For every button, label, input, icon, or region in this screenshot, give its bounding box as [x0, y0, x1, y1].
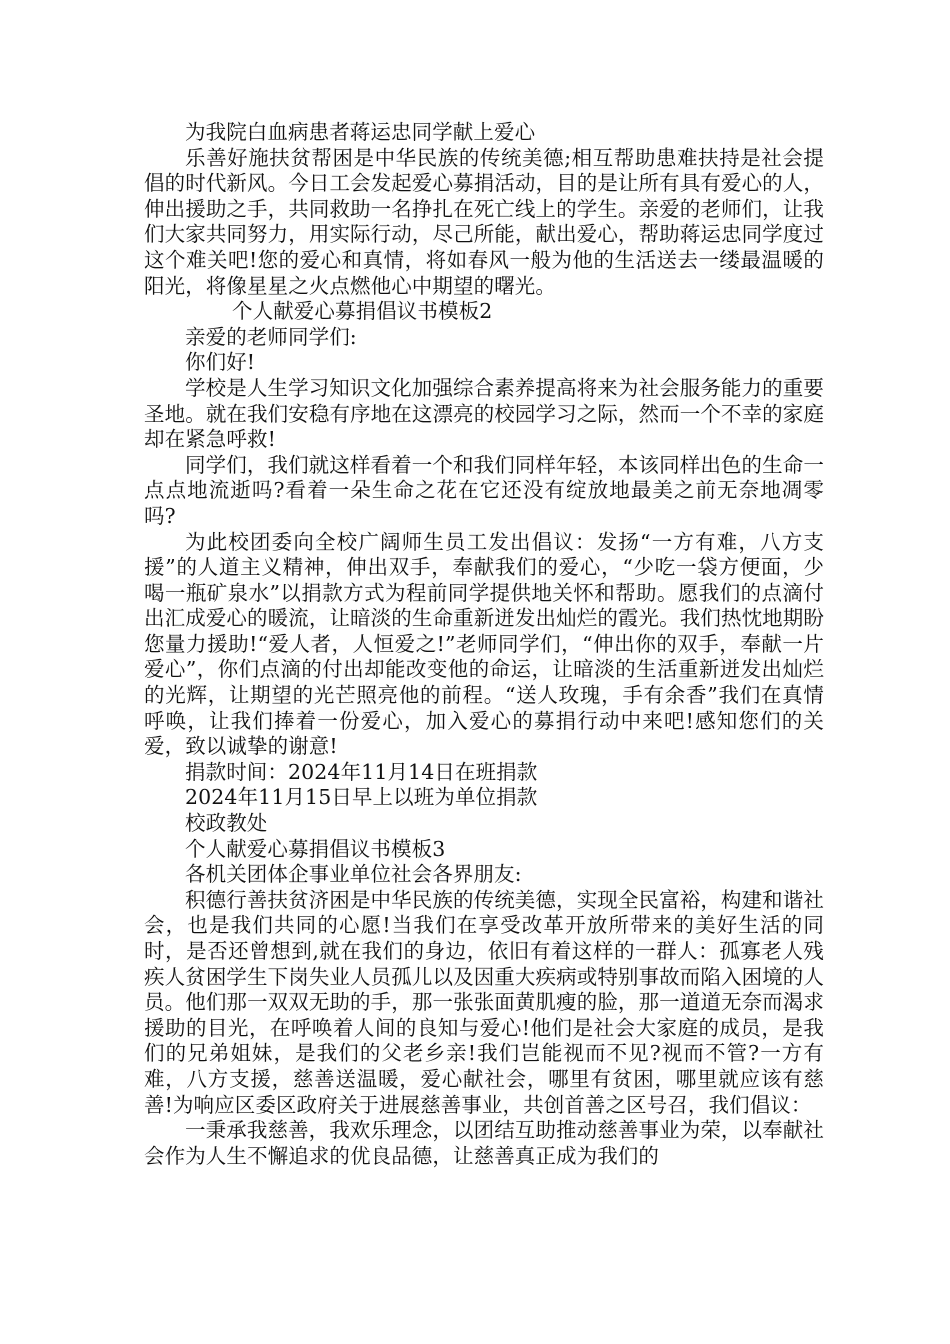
- salutation: 各机关团体企事业单位社会各界朋友:: [185, 862, 522, 887]
- paragraph: 一秉承我慈善，我欢乐理念，以团结互助推动慈善事业为荣，以奉献社会作为人生不懈追求的优良品德，让慈善真正成为我们的: [144, 1118, 824, 1168]
- section-heading-template-2: 个人献爱心募捐倡议书模板2: [232, 299, 493, 324]
- salutation: 亲爱的老师同学们:: [185, 324, 357, 349]
- paragraph: 乐善好施扶贫帮困是中华民族的传统美德;相互帮助患难扶持是社会提倡的时代新风。今日工会发起爱心募捐活动，目的是让所有具有爱心的人，伸出援助之手，共同救助一名挣扎在死亡线上的学生。亲爱的老师们，让我们大家共同努力，用实际行动，尽己所能，献出爱心，帮助蒋运忠同学度过这个难关吧!您的爱心和真情，将如春风一般为他的生活送去一缕最温暖的阳光，将像星星之火点燃他心中期望的曙光。: [144, 145, 824, 298]
- paragraph: 同学们，我们就这样看着一个和我们同样年轻，本该同样出色的生命一点点地流逝吗?看着一朵生命之花在它还没有绽放地最美之前无奈地凋零吗?: [144, 452, 824, 528]
- donation-time-line: 2024年11月15日早上以班为单位捐款: [185, 785, 538, 810]
- paragraph: 为此校团委向全校广阔师生员工发出倡议：发扬“一方有难，八方支援”的人道主义精神，伸出双手，奉献我们的爱心，“少吃一袋方便面，少喝一瓶矿泉水”以捐款方式为程前同学提供地关怀和帮助。愿我们的点滴付出汇成爱心的暖流，让暗淡的生命重新迸发出灿烂的霞光。我们热忱地期盼您量力援助!“爱人者，人恒爱之!”老师同学们，“伸出你的双手，奉献一片爱心”，你们点滴的付出却能改变他的命运，让暗淡的生活重新迸发出灿烂的光辉，让期望的光芒照亮他的前程。“送人玫瑰，手有余香”我们在真情呼唤，让我们捧着一份爱心，加入爱心的募捐行动中来吧!感知您们的关爱，致以诚挚的谢意!: [144, 529, 824, 759]
- section-heading-template-3: 个人献爱心募捐倡议书模板3: [185, 836, 446, 861]
- signature-department: 校政教处: [185, 811, 268, 836]
- paragraph: 积德行善扶贫济困是中华民族的传统美德，实现全民富裕，构建和谐社会，也是我们共同的心愿!当我们在享受改革开放所带来的美好生活的同时，是否还曾想到,就在我们的身边，依旧有着这样的一群人：孤寡老人残疾人贫困学生下岗失业人员孤儿以及因重大疾病或特别事故而陷入困境的人员。他们那一双双无助的手，那一张张面黄肌瘦的脸，那一道道无奈而渴求援助的目光，在呼唤着人间的良知与爱心!他们是社会大家庭的成员，是我们的兄弟姐妹，是我们的父老乡亲!我们岂能视而不见?视而不管?一方有难，八方支援，慈善送温暖，爱心献社会，哪里有贫困，哪里就应该有慈善!为响应区委区政府关于进展慈善事业，共创首善之区号召，我们倡议：: [144, 887, 824, 1117]
- paragraph-title-line: 为我院白血病患者蒋运忠同学献上爱心: [185, 120, 536, 144]
- donation-time-line: 捐款时间：2024年11月14日在班捐款: [185, 759, 538, 784]
- document-body: [144, 120, 824, 1169]
- greeting: 你们好!: [185, 350, 256, 375]
- paragraph: 学校是人生学习知识文化加强综合素养提高将来为社会服务能力的重要圣地。就在我们安稳有序地在这漂亮的校园学习之际，然而一个不幸的家庭却在紧急呼救!: [144, 375, 824, 452]
